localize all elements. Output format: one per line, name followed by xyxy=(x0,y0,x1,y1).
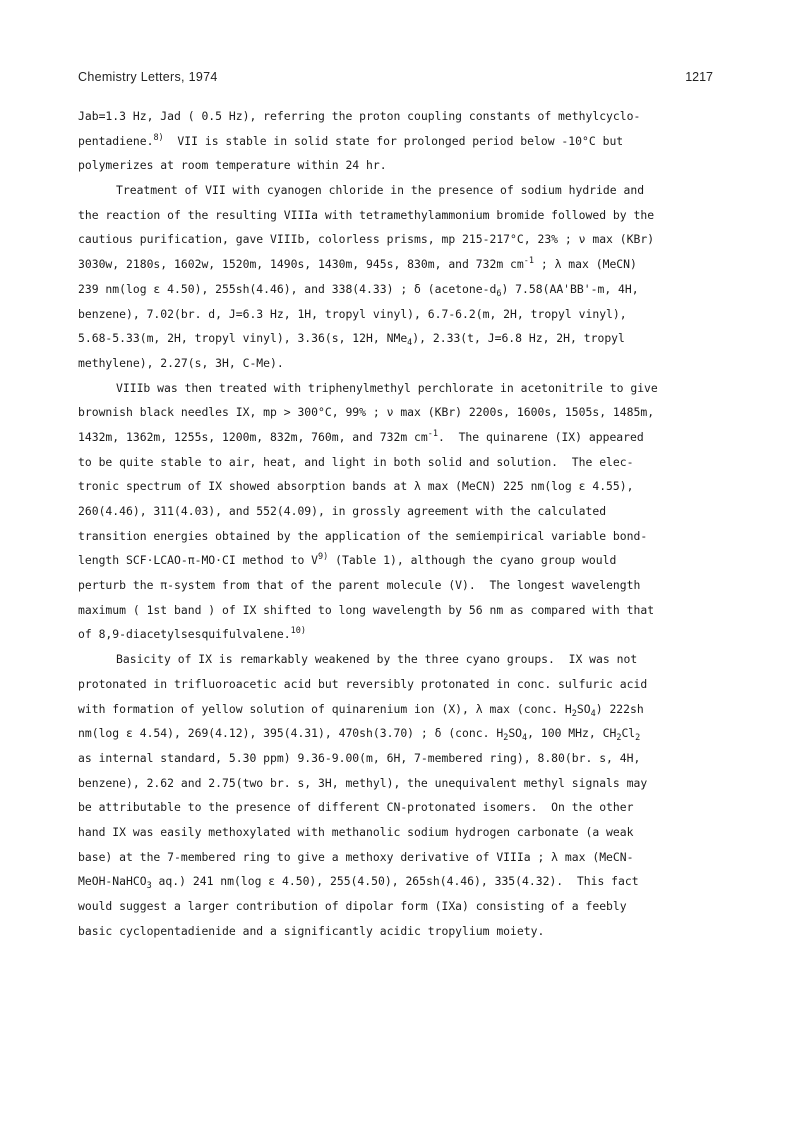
text-run: of 8,9-diacetylsesquifulvalene. xyxy=(78,627,291,642)
text-line xyxy=(78,919,718,944)
superscript: 10) xyxy=(290,626,306,637)
text-line xyxy=(78,277,718,302)
text-run: perturb the π-system from that of the parent molecule (V). The longest wavelength xyxy=(78,578,641,593)
text-line xyxy=(78,351,718,376)
superscript: -1 xyxy=(523,256,535,267)
page-number: 1217 xyxy=(685,70,713,84)
text-line xyxy=(78,647,718,672)
text-run: as internal standard, 5.30 ppm) 9.36-9.00(m, 6H, 7-membered ring), 8.80(br. s, 4H, xyxy=(78,750,641,765)
text-run: nm(log ε 4.54), 269(4.12), 395(4.31), 470sh(3.70) ; δ (conc. H xyxy=(78,726,504,741)
text-line xyxy=(78,573,718,598)
text-line xyxy=(78,524,718,549)
subscript: 2 xyxy=(635,733,641,744)
text-run: ; λ max (MeCN) xyxy=(534,257,637,272)
text-run: ) 7.58(AA'BB'-m, 4H, xyxy=(501,281,639,296)
subscript: 2 xyxy=(503,733,509,744)
running-header xyxy=(78,70,713,90)
text-run: tronic spectrum of IX showed absorption bands at λ max (MeCN) 225 nm(log ε 4.55), xyxy=(78,479,634,494)
text-run: polymerizes at room temperature within 24 hr. xyxy=(78,158,387,173)
text-line xyxy=(78,622,718,647)
text-run: ) 222sh xyxy=(595,701,644,716)
text-line xyxy=(78,598,718,623)
superscript: -1 xyxy=(427,428,438,439)
text-run: ), 2.33(t, J=6.8 Hz, 2H, tropyl xyxy=(412,331,625,346)
superscript: 9) xyxy=(318,552,329,563)
text-line xyxy=(78,548,718,573)
text-run: with formation of yellow solution of quinarenium ion (X), λ max (conc. H xyxy=(78,701,572,716)
text-line xyxy=(78,153,718,178)
text-line xyxy=(78,746,718,771)
text-line xyxy=(78,326,718,351)
text-run: the reaction of the resulting VIIIa with tetramethylammonium bromide followed by the xyxy=(78,207,655,222)
text-run: protonated in trifluoroacetic acid but reversibly protonated in conc. sulfuric acid xyxy=(78,676,648,691)
text-run: would suggest a larger contribution of dipolar form (IXa) consisting of a feebly xyxy=(78,899,627,913)
text-line xyxy=(78,672,718,697)
text-line xyxy=(78,252,718,277)
subscript: 3 xyxy=(146,881,152,892)
text-run: length SCF·LCAO-π-MO·CI method to V xyxy=(78,553,319,568)
text-line xyxy=(78,425,718,450)
subscript: 4 xyxy=(522,733,528,744)
text-run: to be quite stable to air, heat, and light in both solid and solution. The elec- xyxy=(78,454,634,469)
subscript: 2 xyxy=(571,708,577,719)
text-run: VIIIb was then treated with triphenylmethyl perchlorate in acetonitrile to give xyxy=(116,380,658,395)
text-run: (Table 1), although the cyano group would xyxy=(328,553,617,568)
text-line xyxy=(78,845,718,870)
text-line xyxy=(78,227,718,252)
paragraph xyxy=(78,376,718,648)
text-line xyxy=(78,104,718,129)
text-line xyxy=(78,474,718,499)
text-run: aq.) 241 nm(log ε 4.50), 255(4.50), 265sh(4.46), 335(4.32). This fact xyxy=(151,874,639,889)
text-line xyxy=(78,302,718,327)
subscript: 6 xyxy=(496,288,502,299)
text-line xyxy=(78,771,718,796)
paragraph xyxy=(78,178,718,376)
text-run: hand IX was easily methoxylated with methanolic sodium hydrogen carbonate (a weak xyxy=(78,824,634,839)
text-run: Jab=1.3 Hz, Jad ( 0.5 Hz), referring the proton coupling constants of methylcyclo- xyxy=(78,109,641,123)
text-line xyxy=(78,820,718,845)
text-run: 3030w, 2180s, 1602w, 1520m, 1490s, 1430m, 945s, 830m, and 732m cm xyxy=(78,257,524,272)
text-line xyxy=(78,795,718,820)
text-line xyxy=(78,721,718,746)
subscript: 4 xyxy=(590,708,596,719)
text-line xyxy=(78,400,718,425)
text-run: methylene), 2.27(s, 3H, C-Me). xyxy=(78,355,284,370)
journal-citation: Chemistry Letters, 1974 xyxy=(78,70,218,84)
text-run: 260(4.46), 311(4.03), and 552(4.09), in grossly agreement with the calculated xyxy=(78,504,607,518)
text-run: 1432m, 1362m, 1255s, 1200m, 832m, 760m, and 732m cm xyxy=(78,429,428,444)
text-line xyxy=(78,178,718,203)
text-run: benzene), 2.62 and 2.75(two br. s, 3H, methyl), the unequivalent methyl signals may xyxy=(78,775,648,790)
text-run: Treatment of VII with cyanogen chloride in the presence of sodium hydride and xyxy=(116,183,645,198)
text-run: pentadiene. xyxy=(78,133,154,148)
text-run: , 100 MHz, CH xyxy=(527,726,617,741)
text-run: benzene), 7.02(br. d, J=6.3 Hz, 1H, tropyl vinyl), 6.7-6.2(m, 2H, tropyl vinyl), xyxy=(78,306,627,321)
paragraph xyxy=(78,647,718,943)
text-run: 5.68-5.33(m, 2H, tropyl vinyl), 3.36(s, 12H, NMe xyxy=(78,331,408,346)
text-line xyxy=(78,376,718,401)
text-run: cautious purification, gave VIIIb, colorless prisms, mp 215-217°C, 23% ; ν max (KBr) xyxy=(78,232,655,247)
text-run: maximum ( 1st band ) of IX shifted to long wavelength by 56 nm as compared with that xyxy=(78,602,655,617)
text-run: be attributable to the presence of different CN-protonated isomers. On the other xyxy=(78,800,634,815)
text-line xyxy=(78,203,718,228)
article-body xyxy=(78,104,718,943)
text-run: SO xyxy=(576,701,591,716)
text-run: transition energies obtained by the application of the semiempirical variable bond- xyxy=(78,528,648,543)
text-run: Basicity of IX is remarkably weakened by the three cyano groups. IX was not xyxy=(116,652,638,667)
text-run: Cl xyxy=(621,726,636,741)
text-run: 239 nm(log ε 4.50), 255sh(4.46), and 338(4.33) ; δ (acetone-d xyxy=(78,281,497,296)
text-run: base) at the 7-membered ring to give a methoxy derivative of VIIIa ; λ max (MeCN- xyxy=(78,849,634,864)
text-line xyxy=(78,869,718,894)
text-run: SO xyxy=(508,726,523,741)
text-run: . The quinarene (IX) appeared xyxy=(438,429,644,444)
text-line xyxy=(78,499,718,524)
text-line xyxy=(78,450,718,475)
subscript: 4 xyxy=(407,338,413,349)
text-run: basic cyclopentadienide and a significantly acidic tropylium moiety. xyxy=(78,923,545,938)
subscript: 2 xyxy=(616,733,622,744)
text-run: MeOH-NaHCO xyxy=(78,874,147,889)
superscript: 8) xyxy=(153,132,164,143)
text-run: brownish black needles IX, mp > 300°C, 99% ; ν max (KBr) 2200s, 1600s, 1505s, 1485m, xyxy=(78,405,655,420)
text-run: VII is stable in solid state for prolonged period below -10°C but xyxy=(163,133,624,148)
text-line xyxy=(78,129,718,154)
text-line xyxy=(78,697,718,722)
paragraph xyxy=(78,104,718,178)
text-line xyxy=(78,894,718,919)
